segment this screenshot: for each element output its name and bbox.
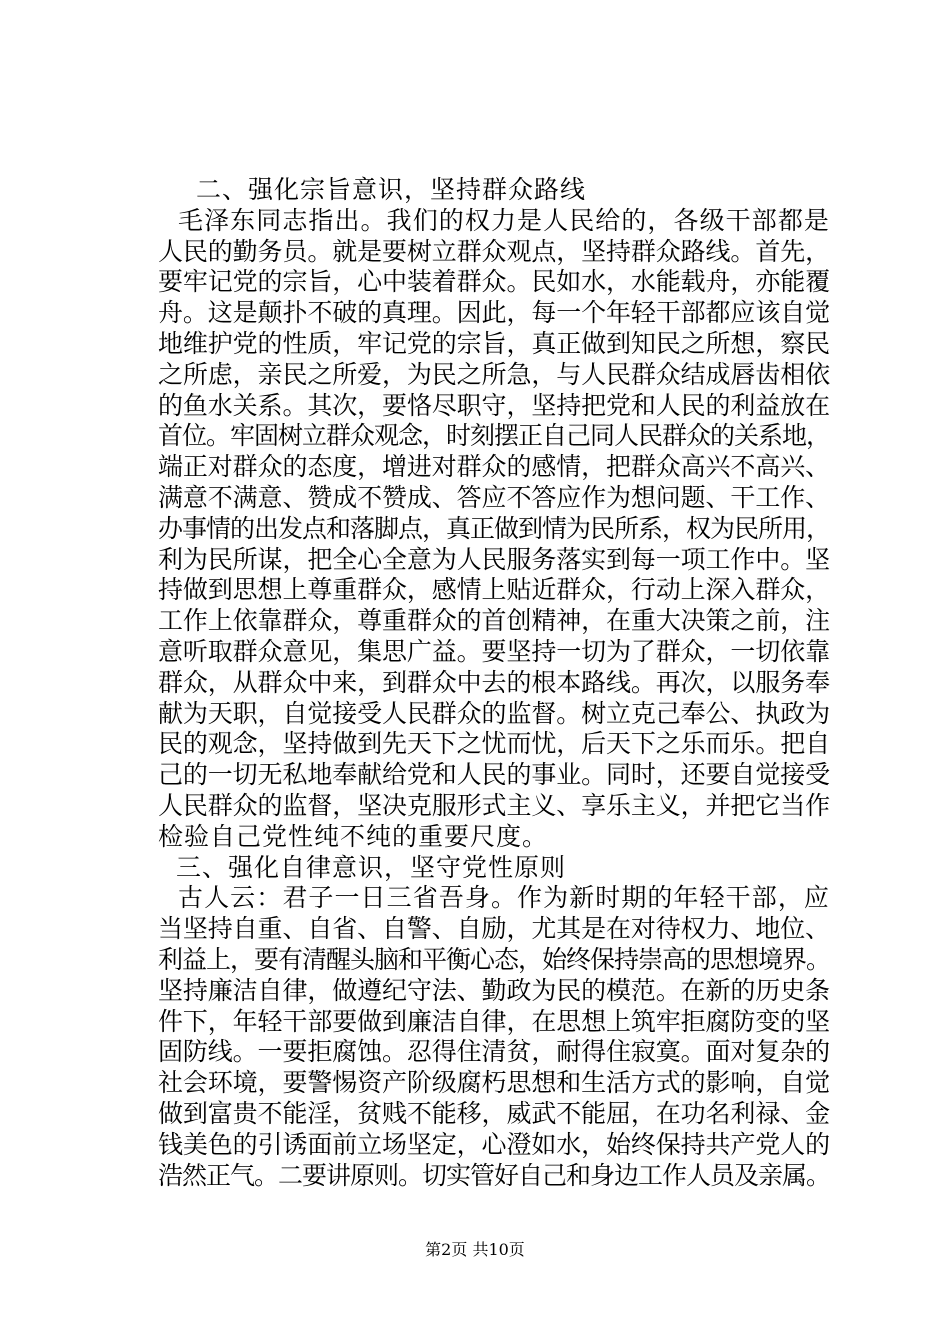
paragraph-line: 钱美色的引诱面前立场坚定，心澄如水，始终保持共产党人的 [158, 1129, 830, 1159]
paragraph-line: 固防线。一要拒腐蚀。忍得住清贫，耐得住寂寞。面对复杂的 [158, 1037, 830, 1067]
paragraph-line: 利为民所谋，把全心全意为人民服务落实到每一项工作中。坚 [158, 544, 830, 574]
paragraph-line: 浩然正气。二要讲原则。切实管好自己和身边工作人员及亲属。 [158, 1160, 830, 1190]
paragraph-line: 之所虑，亲民之所爱，为民之所急，与人民群众结成唇齿相依 [158, 359, 830, 389]
paragraph-line: 满意不满意、赞成不赞成、答应不答应作为想问题、干工作、 [158, 483, 830, 512]
paragraph-line: 社会环境，要警惕资产阶级腐朽思想和生活方式的影响，自觉 [158, 1068, 830, 1098]
paragraph-line: 的鱼水关系。其次，要恪尽职守，坚持把党和人民的利益放在 [158, 390, 830, 420]
paragraph-line: 群众，从群众中来，到群众中去的根本路线。再次，以服务奉 [158, 667, 830, 697]
paragraph-line: 舟。这是颠扑不破的真理。因此，每一个年轻干部都应该自觉 [158, 298, 830, 328]
paragraph-line: 当坚持自重、自省、自警、自励，尤其是在对待权力、地位、 [158, 914, 830, 944]
paragraph-line: 献为天职，自觉接受人民群众的监督。树立克己奉公、执政为 [158, 698, 830, 728]
paragraph-line: 坚持廉洁自律，做遵纪守法、勤政为民的模范。在新的历史条 [158, 975, 830, 1005]
paragraph-line: 古人云：君子一日三省吾身。作为新时期的年轻干部，应 [178, 883, 830, 913]
paragraph-line: 检验自己党性纯不纯的重要尺度。 [158, 821, 549, 851]
paragraph-line: 己的一切无私地奉献给党和人民的事业。同时，还要自觉接受 [158, 760, 830, 790]
section-heading-2: 二、强化宗旨意识，坚持群众路线 [196, 175, 587, 204]
paragraph-line: 办事情的出发点和落脚点，真正做到情为民所系，权为民所用， [158, 513, 830, 543]
paragraph-line: 民的观念，坚持做到先天下之忧而忧，后天下之乐而乐。把自 [158, 729, 830, 759]
paragraph-line: 利益上，要有清醒头脑和平衡心态，始终保持崇高的思想境界。 [158, 945, 830, 974]
paragraph-line: 毛泽东同志指出。我们的权力是人民给的，各级干部都是 [178, 205, 830, 235]
paragraph-line: 人民的勤务员。就是要树立群众观点，坚持群众路线。首先， [158, 236, 830, 266]
paragraph-line: 地维护党的性质，牢记党的宗旨，真正做到知民之所想，察民 [158, 329, 830, 358]
paragraph-line: 要牢记党的宗旨，心中装着群众。民如水，水能载舟，亦能覆 [158, 267, 830, 297]
paragraph-line: 件下，年轻干部要做到廉洁自律，在思想上筑牢拒腐防变的坚 [158, 1006, 830, 1036]
paragraph-line: 工作上依靠群众，尊重群众的首创精神，在重大决策之前，注 [158, 606, 830, 636]
paragraph-line: 首位。牢固树立群众观念，时刻摆正自己同人民群众的关系地， [158, 421, 830, 451]
paragraph-line: 意听取群众意见，集思广益。要坚持一切为了群众，一切依靠 [158, 637, 830, 666]
paragraph-line: 人民群众的监督，坚决克服形式主义、享乐主义，并把它当作 [158, 791, 830, 820]
paragraph-line: 端正对群众的态度，增进对群众的感情，把群众高兴不高兴、 [158, 452, 830, 482]
section-heading-3: 三、强化自律意识，坚守党性原则 [176, 852, 567, 882]
paragraph-line: 做到富贵不能淫，贫贱不能移，威武不能屈，在功名利禄、金 [158, 1099, 830, 1128]
page-footer: 第2页 共10页 [425, 1240, 525, 1259]
paragraph-line: 持做到思想上尊重群众，感情上贴近群众，行动上深入群众， [158, 575, 830, 605]
